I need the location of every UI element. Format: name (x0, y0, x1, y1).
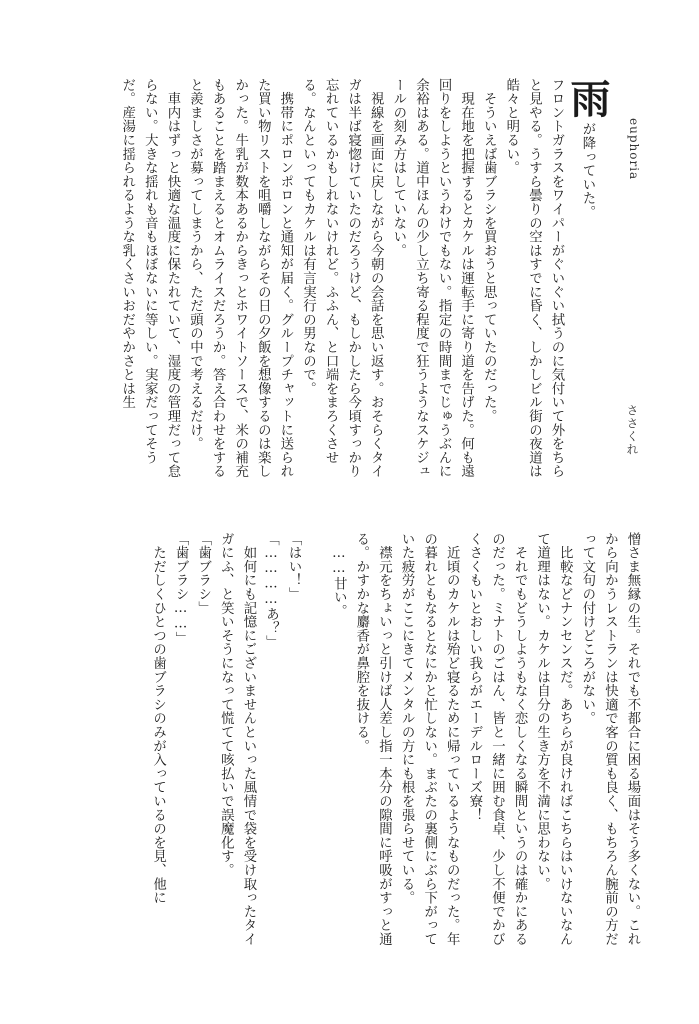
paragraph: ただしくひとつの歯ブラシのみが入っているのを見、他に (150, 532, 166, 905)
opening-paragraph (564, 78, 611, 488)
paragraph: それでもどうしようもなく恋しくなる瞬間というのは確かにあるのだった。ミナトのごはん、皆と一緒に囲む食卓、少し不便でかびくさくもいとおしい我らがエーデルローズ寮！ (466, 532, 528, 946)
paragraph: 如何にも記憶にございませんといった風情で袋を受け取ったタイガにふ、と笑いそうになって慌てて咳払いで誤魔化す。 (218, 532, 256, 946)
paragraph: 現在地を把握するとカケルは運転手に寄り道を告げた。何も遠回りをしようというわけでもない。指定の時間までじゅうぶんに余裕はある。道中ほんの少し立ち寄る程度で狂うようなスケジュールの刻み方はしていない。 (390, 78, 474, 479)
author-name: ささくれ (625, 404, 639, 456)
dialogue-line: 「歯ブラシ」 (195, 532, 211, 615)
paragraph: 近頃のカケルは殆ど寝るために帰っているようなものだった。年の暮れともなるとなにかと忙しない。まぶたの裏側にぶら下がっていた疲労がここにきてメンタルの方にも根を張らせている。 (399, 532, 460, 946)
paragraph: 車内はずっと快適な温度に保たれていて、湿度の管理だって怠らない。大きな揺れも音もほぼないに等しい。実家だってそうだ。産湯に揺られるような乳くさいおだやかさとは生 (119, 78, 180, 479)
dialogue-line: 「…………あ？」 (263, 532, 279, 649)
dialogue-line: 「歯ブラシ……」 (173, 532, 189, 646)
paragraph: 憎さま無縁の生。それでも不都合に困る場面はそう多くない。これから向かうレストランは快適で客の質も良く、もちろん腕前の方だって文句の付けどころがない。 (579, 532, 640, 946)
paragraph: 視線を画面に戻しながら今朝の会話を思い返す。おそらくタイガは半ば寝惚けていたのだろうけど、もしかしたら今頃すっかり忘れているかもしれないけれど。ふふん、と口端をまろくさせる。なんといってもカケルは有言実行の男なので。 (300, 78, 384, 479)
paragraph: 襟元をちょいっと引けば人差し指一本分の隙間に呼吸がすっと通る。かすかな麝香が鼻腔を抜ける。 (353, 532, 392, 946)
lower-text-block (53, 532, 643, 950)
dialogue-line: 「はい！」 (286, 532, 302, 601)
paragraph: そういえば歯ブラシを買おうと思っていたのだった。 (481, 78, 497, 423)
blank-line (304, 532, 327, 950)
upper-text-block (119, 78, 611, 488)
paragraph: ……甘い。 (331, 532, 347, 618)
drop-cap: 雨 (564, 78, 611, 119)
paragraph: 携帯にポロンポロンと通知が届く。グループチャットに送られた買い物リストを咀嚼しながらその日の夕飯を想像するのは楽しかった。牛乳が数本あるからきっとホワイトソースで、米の補充もあることを踏まえるとオムライスだろうか。答え合わせをすると羨ましさが募ってしまうから、ただ頭の中で考えるだけ。 (187, 78, 293, 479)
opening-text: が降っていた。 (580, 122, 595, 220)
paragraph: フロントガラスをワイパーがぐいぐい拭うのに気付いて外をちらと見やる。うすら曇りの空はすでに昏く、しかしビル街の夜道は皓々と明るい。 (503, 78, 564, 479)
story-title: euphoria (627, 118, 641, 181)
paragraph: 比較などナンセンスだ。あちらが良ければこちらはいけないなんて道理はない。カケルは自分の生き方を不満に思わない。 (534, 532, 573, 946)
